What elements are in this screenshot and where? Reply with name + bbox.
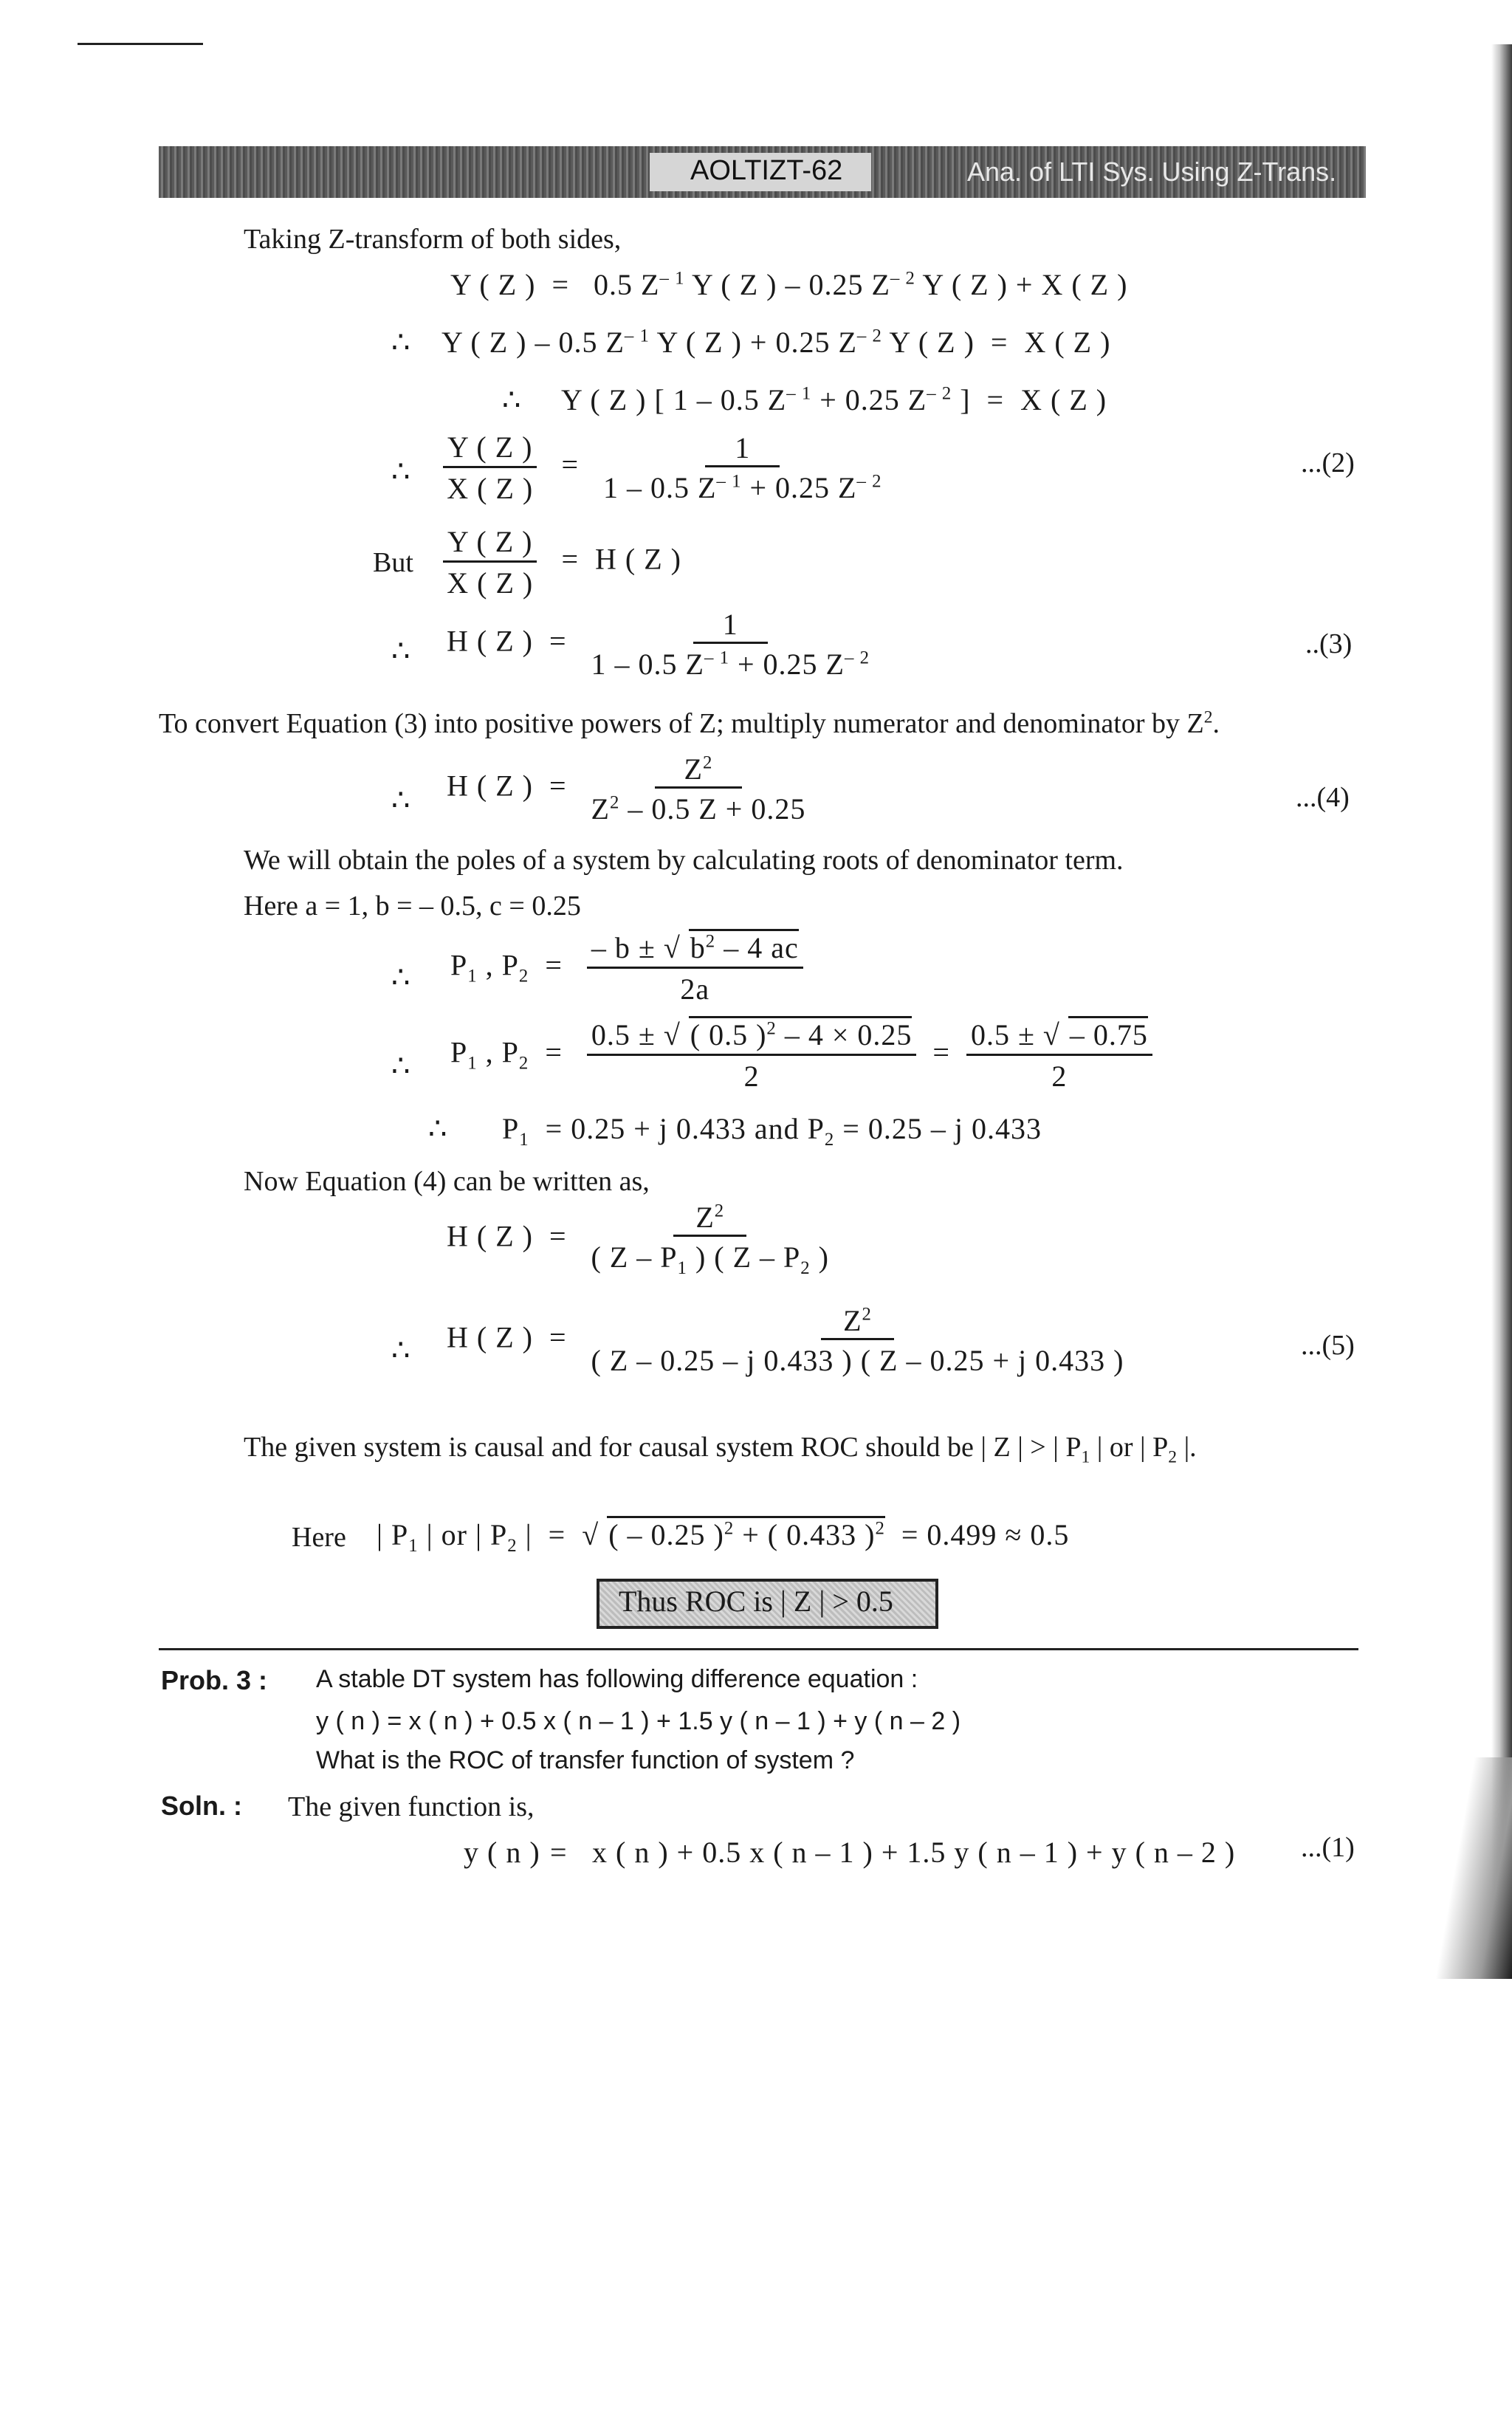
prob-line-3: What is the ROC of transfer function of system ? bbox=[316, 1746, 855, 1774]
convert-text-body: To convert Equation (3) into positive powers of Z; multiply numerator and denominator by Z bbox=[159, 708, 1204, 739]
therefore-symbol: ∴ bbox=[391, 1334, 411, 1367]
therefore-symbol: ∴ bbox=[391, 1049, 411, 1082]
eq-substitution: $P_1$ , $P_2$ = $\frac{0.5 \pm √ ( 0.5 )^2 - 4 \times 0.25}{2}$ = $\frac{0.5 \pm √ - 0.75}{2}$ bbox=[450, 1018, 1152, 1094]
soln-eq-equals: = bbox=[550, 1836, 568, 1869]
convert-text: To convert Equation (3) into positive powers of Z; multiply numerator and denominator by $Z^2$. bbox=[159, 707, 1220, 739]
therefore-symbol: ∴ bbox=[428, 1112, 448, 1145]
causal-text: The given system is causal and for causal system ROC should be | Z | > | $P_1$ | or | $P_2$ |. bbox=[244, 1432, 1197, 1467]
eq-factored: H ( Z ) = $\frac{Z^2}{( Z - P_1 ) ( Z - P_2 )}$ bbox=[447, 1201, 829, 1278]
therefore-symbol: ∴ bbox=[391, 455, 411, 488]
eq-number-4: ...(4) bbox=[1296, 782, 1350, 813]
therefore-symbol: ∴ bbox=[391, 783, 411, 817]
eq-magnitude: | $P_1$ | or | $P_2$ | = √ ( – 0.25 )$^2$ + ( 0.433 )$^2$ = 0.499 ≈ 0.5 bbox=[377, 1517, 1069, 1557]
soln-intro: The given function is, bbox=[288, 1791, 535, 1822]
here-label: Here bbox=[292, 1522, 346, 1553]
therefore-symbol: ∴ bbox=[391, 326, 411, 359]
eq-line-b: Y ( Z ) – 0.5 $Z^{- 1}$ Y ( Z ) + 0.25 $Z^{- 2}$ Y ( Z ) = X ( Z ) bbox=[441, 326, 1111, 359]
header-right-title: Ana. of LTI Sys. Using Z-Trans. bbox=[967, 157, 1337, 187]
soln-eq-rhs: x ( n ) + 0.5 x ( n – 1 ) + 1.5 y ( n – 1 ) + y ( n – 2 ) bbox=[592, 1836, 1236, 1869]
poles-text: We will obtain the poles of a system by calculating roots of denominator term. bbox=[244, 845, 1124, 876]
eq-5: H ( Z ) = $\frac{Z^2}{( Z - 0.25 - j 0.433 ) ( Z - 0.25 + j 0.433 )}$ bbox=[447, 1304, 1124, 1377]
therefore-symbol: ∴ bbox=[502, 383, 522, 416]
therefore-symbol: ∴ bbox=[391, 961, 411, 994]
eq-but: $\frac{Y ( Z )}{X ( Z )}$ = H ( Z ) bbox=[443, 524, 681, 600]
section-divider bbox=[159, 1648, 1358, 1650]
eq-number-1: ...(1) bbox=[1301, 1832, 1355, 1863]
eq-line-a: Y ( Z ) = 0.5 $Z^{- 1}$ Y ( Z ) – 0.25 $Z^{- 2}$ Y ( Z ) + X ( Z ) bbox=[450, 268, 1128, 301]
intro-text: Taking Z-transform of both sides, bbox=[244, 224, 622, 255]
rewrite-text: Now Equation (4) can be written as, bbox=[244, 1166, 650, 1197]
roc-result-text: Thus ROC is | Z | > 0.5 bbox=[619, 1585, 893, 1618]
page-curl-shadow bbox=[1423, 1757, 1512, 1979]
page-edge-shadow bbox=[1491, 44, 1512, 1964]
but-label: But bbox=[373, 547, 413, 578]
prob-label: Prob. 3 : bbox=[161, 1665, 268, 1695]
eq-line-c: Y ( Z ) [ 1 – 0.5 $Z^{- 1} + 0.25$ $Z^{- 2}$ ] = X ( Z ) bbox=[561, 383, 1107, 416]
eq-3: H ( Z ) = $\frac{1}{1 - 0.5 Z^{- 1} + 0.25 Z^{- 2}}$ bbox=[447, 608, 870, 681]
eq-quadratic: $P_1$ , $P_2$ = $\frac{- b \pm √ b^2 - 4 ac}{2a}$ bbox=[450, 930, 803, 1006]
eq-poles: $P_1 = 0.25 + j$ 0.433 and $P_2 = 0.25 - j$ 0.433 bbox=[502, 1112, 1042, 1150]
eq-2: $\frac{Y ( Z )}{X ( Z )}$ = $\frac{1}{1 - 0.5 Z^{- 1} + 0.25 Z^{- 2}}$ bbox=[443, 430, 882, 506]
prob-line-2: y ( n ) = x ( n ) + 0.5 x ( n – 1 ) + 1.5 y ( n – 1 ) + y ( n – 2 ) bbox=[316, 1707, 961, 1735]
top-left-rule bbox=[78, 43, 203, 45]
eq-number-3: ..(3) bbox=[1305, 628, 1353, 659]
soln-label: Soln. : bbox=[161, 1791, 242, 1821]
causal-text-body: The given system is causal and for causal system ROC should be bbox=[244, 1432, 974, 1463]
coefficients-text: Here a = 1, b = – 0.5, c = 0.25 bbox=[244, 891, 581, 922]
soln-eq-lhs: y ( n ) bbox=[464, 1836, 540, 1869]
prob-line-1: A stable DT system has following difference equation : bbox=[316, 1665, 918, 1693]
eq-4: H ( Z ) = $\frac{Z^2}{Z^2 - 0.5 Z + 0.25}$ bbox=[447, 752, 806, 826]
therefore-symbol: ∴ bbox=[391, 634, 411, 668]
eq-number-2: ...(2) bbox=[1301, 447, 1355, 478]
header-code: AOLTIZT-62 bbox=[690, 155, 843, 186]
eq-number-5: ...(5) bbox=[1301, 1330, 1355, 1361]
